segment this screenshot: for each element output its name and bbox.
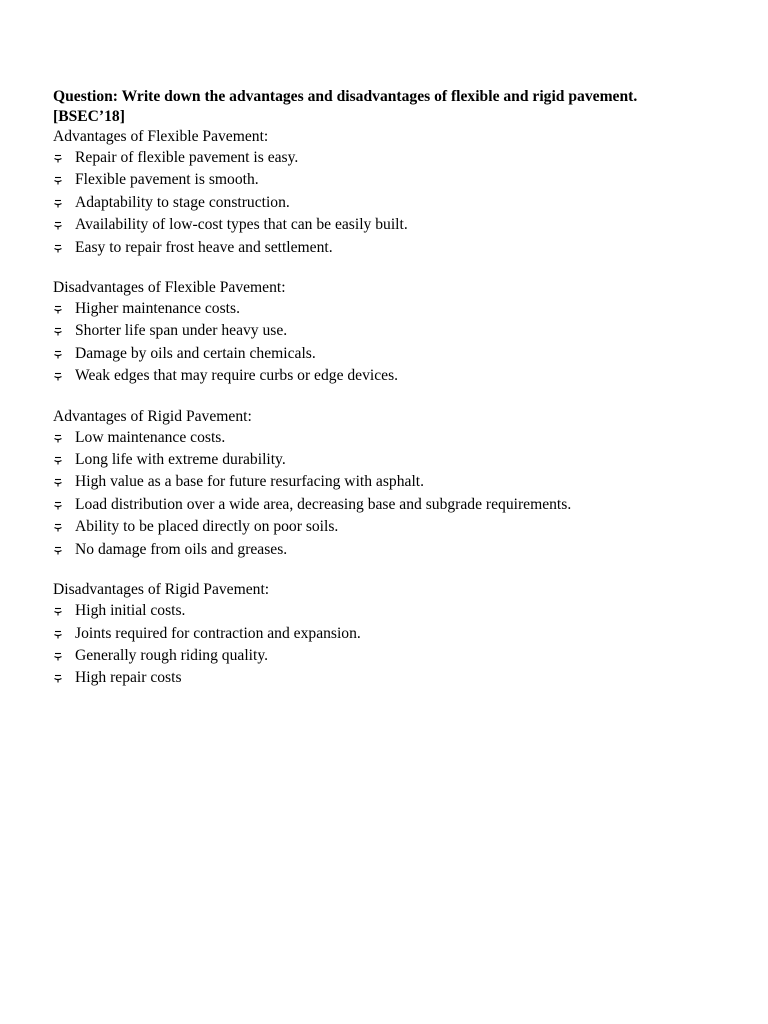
list-bullet-icon [53,451,63,461]
list-item-text: Ability to be placed directly on poor soils. [75,518,339,536]
list-item-text: Low maintenance costs. [75,428,226,446]
section-heading: Disadvantages of Rigid Pavement: [53,581,270,599]
list-bullet-icon [53,149,63,159]
list-item-text: Damage by oils and certain chemicals. [75,344,316,362]
list-item [53,365,753,387]
list-bullet-icon [53,429,63,439]
list-item [53,645,753,667]
list-item-text: Higher maintenance costs. [75,300,240,318]
list-item-text: Load distribution over a wide area, decreasing base and subgrade requirements. [75,495,572,513]
list-bullet-icon [53,216,63,226]
list-item-text: Generally rough riding quality. [75,646,268,664]
list-bullet-icon [53,300,63,310]
section-heading: Advantages of Flexible Pavement: [53,128,269,145]
question-line: Question: Write down the advantages and disadvantages of flexible and rigid pavement. [53,88,638,105]
list-item [53,427,753,449]
document-page [53,87,753,709]
list-item [53,192,753,214]
list-item [53,169,753,191]
list-bullet-icon [53,625,63,635]
section-disadvantages-rigid [53,580,753,690]
list-item-text: Weak edges that may require curbs or edge devices. [75,367,399,385]
list-bullet-icon [53,669,63,679]
bullet-list [53,298,753,388]
list-item-text: Shorter life span under heavy use. [75,322,288,340]
list-item-text: Flexible pavement is smooth. [75,171,259,189]
list-item-text: High repair costs [75,669,182,687]
list-item-text: Joints required for contraction and expansion. [75,624,361,642]
bullet-list [53,147,753,259]
section-disadvantages-flexible [53,278,753,388]
section-heading: Disadvantages of Flexible Pavement: [53,279,286,297]
list-bullet-icon [53,194,63,204]
question-source: [BSEC’18] [53,108,125,125]
list-item [53,147,753,169]
list-item-text: Easy to repair frost heave and settlement. [75,238,333,256]
list-item-text: Long life with extreme durability. [75,451,286,469]
list-item-text: Availability of low-cost types that can be easily built. [75,216,408,234]
bullet-list [53,600,753,690]
list-item-text: No damage from oils and greases. [75,540,288,558]
list-item-text: High value as a base for future resurfacing with asphalt. [75,473,425,491]
list-item [53,516,753,538]
list-item [53,449,753,471]
list-item [53,539,753,561]
list-item-text: Adaptability to stage construction. [75,193,290,211]
list-bullet-icon [53,322,63,332]
list-item [53,298,753,320]
list-item-text: Repair of flexible pavement is easy. [75,149,299,166]
bullet-list [53,427,753,561]
list-bullet-icon [53,473,63,483]
list-bullet-icon [53,239,63,249]
list-bullet-icon [53,518,63,528]
list-bullet-icon [53,496,63,506]
list-bullet-icon [53,367,63,377]
list-bullet-icon [53,171,63,181]
list-bullet-icon [53,647,63,657]
list-item [53,623,753,645]
list-item [53,343,753,365]
list-item-text: High initial costs. [75,602,186,620]
list-item [53,667,753,689]
list-bullet-icon [53,541,63,551]
list-item [53,237,753,259]
list-bullet-icon [53,345,63,355]
list-bullet-icon [53,602,63,612]
section-advantages-flexible [53,127,753,259]
section-heading: Advantages of Rigid Pavement: [53,407,252,425]
list-item [53,494,753,516]
list-item [53,320,753,342]
list-item [53,600,753,622]
list-item [53,214,753,236]
section-advantages-rigid [53,407,753,561]
list-item [53,471,753,493]
